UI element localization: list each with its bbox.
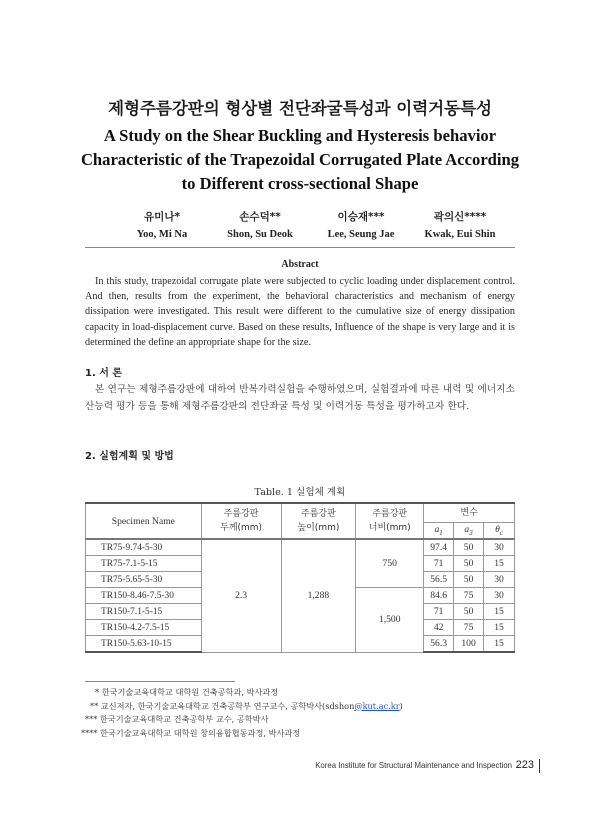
author-4-name-en: Kwak, Eui Shin (424, 229, 496, 240)
width-value-750: 750 (356, 539, 424, 588)
english-title-line-1: A Study on the Shear Buckling and Hysteresis behavior (103, 126, 497, 145)
footer-bar (539, 759, 540, 773)
english-title-line-3: to Different cross-sectional Shape (181, 174, 419, 193)
header-height-line-2: 높이(mm) (297, 523, 340, 533)
header-thickness-line-2: 두께(mm) (220, 523, 263, 533)
specimen-table (85, 502, 515, 653)
abstract-text: In this study, trapezoidal corrugate plate were subjected to cyclic loading under displacement control. And then, results from the experiment, the behavioral characteristics and mechanism of energy dissipation were investigated. This result were different to the cumulative size of energy dissipation capacity in load-displacement curve. Based on these results, Influence of the shape is very large and it is determined the define an appropriate shape for the size. (85, 276, 515, 348)
row-4-a1: 84.6 (424, 588, 454, 604)
section-1-heading: 1. 서 론 (85, 368, 123, 379)
row-2-theta: 15 (484, 556, 515, 572)
header-a3-symbol: a (464, 524, 470, 536)
korean-title: 제형주름강판의 형상별 전단좌굴특성과 이력거동특성 (108, 99, 492, 118)
header-height (281, 503, 356, 539)
author-3-name-en: Lee, Seung Jae (327, 229, 395, 240)
row-7-name: TR150-5.63-10-15 (86, 636, 202, 653)
page-number: 223 (515, 759, 534, 771)
row-2-name: TR75-7.1-5-15 (86, 556, 202, 572)
header-variables: 변수 (424, 503, 515, 523)
abstract-heading: Abstract (281, 259, 319, 270)
footnote-divider (85, 681, 235, 682)
row-6-theta: 15 (484, 620, 515, 636)
footnote-3-mark: *** (85, 714, 98, 724)
header-specimen-name: Specimen Name (86, 503, 202, 539)
footnote-4 (81, 727, 525, 741)
thickness-value: 2.3 (201, 539, 281, 652)
row-2-a1: 71 (424, 556, 454, 572)
footnote-4-text: 한국기술교육대학교 대학원 창의융합협동과정, 박사과정 (99, 727, 301, 738)
header-width-line-1: 주름강판 (372, 509, 408, 519)
header-a3 (454, 523, 484, 540)
header-a1-subscript: 1 (439, 528, 443, 537)
header-theta-symbol: θ (495, 524, 500, 536)
row-6-a1: 42 (424, 620, 454, 636)
row-7-a1: 56.3 (424, 636, 454, 653)
footnote-2-tail: ) (399, 700, 403, 711)
row-4-a3: 75 (454, 588, 484, 604)
row-3-a1: 56.5 (424, 572, 454, 588)
footnote-3 (85, 713, 525, 727)
row-1-name: TR75-9.74-5-30 (86, 539, 202, 556)
row-4-name: TR150-8.46-7.5-30 (86, 588, 202, 604)
table-row (86, 539, 515, 556)
page-footer (300, 759, 550, 775)
header-theta (484, 523, 515, 540)
footnote-1-text: 한국기술교육대학교 대학원 건축공학과, 박사과정 (101, 687, 279, 697)
row-7-theta: 15 (484, 636, 515, 653)
author-1 (112, 209, 212, 243)
header-a1 (424, 523, 454, 540)
row-5-a3: 50 (454, 604, 484, 620)
row-3-a3: 50 (454, 572, 484, 588)
header-width-line-2: 너비(mm) (368, 523, 411, 533)
english-title (0, 124, 600, 196)
header-divider (85, 247, 515, 248)
row-2-a3: 50 (454, 556, 484, 572)
row-7-a3: 100 (454, 636, 484, 653)
section-1-body: 본 연구는 제형주름강판에 대하여 반복가력실험을 수행하였으며, 실험결과에 따른 내력 및 에너지소산능력 평가 등을 통해 제형주름강판의 전단좌굴 특성 및 이력거동 특성을 평가하고자 한다. (85, 384, 515, 412)
height-value: 1,288 (281, 539, 356, 652)
author-4-name-ko: 곽의신**** (433, 211, 487, 223)
row-1-a1: 97.4 (424, 539, 454, 556)
header-theta-subscript: c (499, 528, 503, 537)
journal-name: Korea Institute for Structural Maintenance and Inspection (315, 761, 512, 770)
footnote-2-mark: ** (90, 700, 99, 711)
author-3-name-ko: 이승재*** (337, 211, 385, 223)
footnote-1-mark: * (95, 687, 100, 697)
row-4-theta: 30 (484, 588, 515, 604)
author-1-name-ko: 유미나* (144, 211, 180, 223)
footnote-4-mark: **** (81, 727, 98, 738)
footnote-2 (85, 700, 525, 714)
author-2-name-ko: 손수덕** (239, 211, 281, 223)
author-3 (311, 209, 411, 243)
header-thickness (201, 503, 281, 539)
header-width (356, 503, 424, 539)
header-a1-symbol: a (434, 524, 440, 536)
author-1-name-en: Yoo, Mi Na (136, 229, 188, 240)
header-a3-subscript: 3 (469, 528, 473, 537)
footnote-1 (85, 686, 525, 700)
row-5-name: TR150-7.1-5-15 (86, 604, 202, 620)
row-6-name: TR150-4.2-7.5-15 (86, 620, 202, 636)
row-6-a3: 75 (454, 620, 484, 636)
footnote-3-text: 한국기술교육대학교 건축공학부 교수, 공학박사 (99, 714, 269, 724)
row-3-theta: 30 (484, 572, 515, 588)
author-2-name-en: Shon, Su Deok (227, 229, 293, 240)
footnotes (81, 686, 525, 740)
width-value-1500: 1,500 (356, 588, 424, 653)
table-caption: Table. 1 실험체 계획 (254, 487, 346, 498)
header-thickness-line-1: 주름강판 (223, 509, 259, 519)
author-4 (410, 209, 510, 243)
author-2 (210, 209, 310, 243)
row-5-a1: 71 (424, 604, 454, 620)
header-height-line-1: 주름강판 (301, 509, 336, 519)
row-1-a3: 50 (454, 539, 484, 556)
row-5-theta: 15 (484, 604, 515, 620)
row-3-name: TR75-5.65-5-30 (86, 572, 202, 588)
english-title-line-2: Characteristic of the Trapezoidal Corrugated Plate According (80, 150, 520, 169)
row-1-theta: 30 (484, 539, 515, 556)
section-2-heading: 2. 실험계획 및 방법 (85, 451, 174, 462)
email-link[interactable]: @kut.ac.kr (354, 700, 400, 711)
footnote-2-text: 교신저자, 한국기술교육대학교 건축공학부 연구교수, 공학박사(sdshon (100, 700, 355, 711)
